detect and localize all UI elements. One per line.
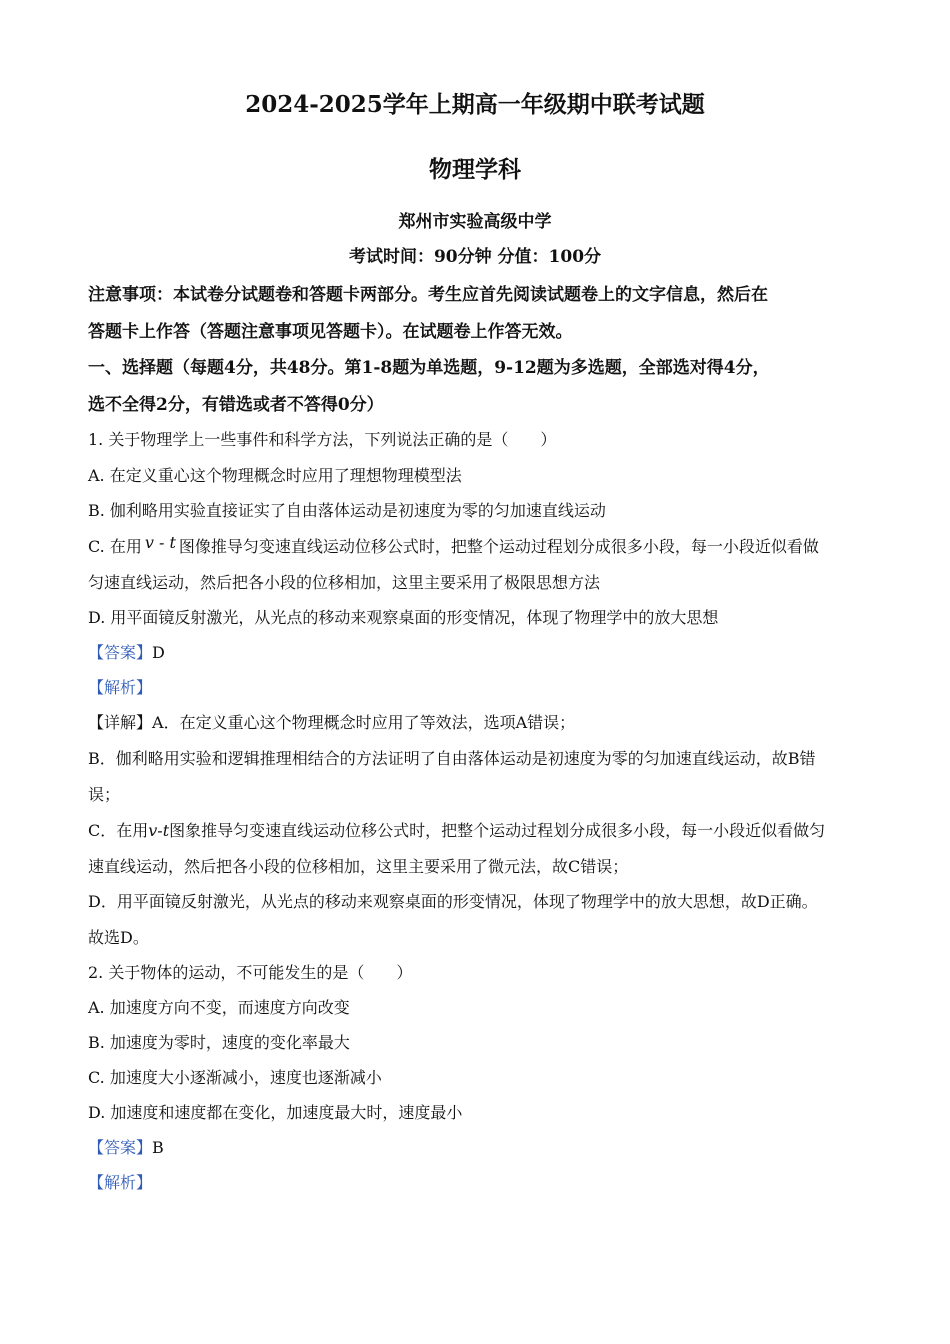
q2-option-a: A. 加速度方向不变，而速度方向改变 <box>88 998 350 1017</box>
subject-title: 物理学科 <box>429 156 521 183</box>
q1-answer <box>88 643 862 663</box>
q1-detail-a <box>88 713 862 733</box>
q1-option-c-prefix: C. 在用 <box>88 537 142 556</box>
q1-option-c-variable: v - t <box>144 533 176 552</box>
school-name: 郑州市实验高级中学 <box>398 212 552 232</box>
section-heading-line-2: 选不全得2分，有错选或者不答得0分） <box>88 395 384 415</box>
detail-c-prefix: C．在用 <box>88 821 149 840</box>
q2-option-b: B. 加速度为零时，速度的变化率最大 <box>88 1033 350 1052</box>
notice-line-1: 注意事项：本试卷分试题卷和答题卡两部分。考生应首先阅读试题卷上的文字信息，然后在 <box>88 285 768 305</box>
q2-stem: 2. 关于物体的运动，不可能发生的是（ ） <box>88 963 413 982</box>
q1-option-c-line-2: 匀速直线运动，然后把各小段的位移相加，这里主要采用了极限思想方法 <box>88 573 601 592</box>
q1-detail-b-line-2: 误； <box>88 785 121 804</box>
answer-value: B <box>152 1138 164 1157</box>
q1-conclusion: 故选D。 <box>88 928 149 947</box>
q1-detail-c-line-2: 速直线运动，然后把各小段的位移相加，这里主要采用了微元法，故C错误； <box>88 857 629 876</box>
exam-info: 考试时间：90分钟 分值：100分 <box>348 247 602 267</box>
q1-option-c-text: 图像推导匀变速直线运动位移公式时，把整个运动过程划分成很多小段，每一小段近似看做 <box>178 537 819 556</box>
q1-option-c-line-1 <box>88 533 862 557</box>
answer-tag: 【答案】 <box>88 643 153 662</box>
detail-tag: 【详解】 <box>88 713 153 732</box>
q1-option-d: D. 用平面镜反射激光，从光点的移动来观察桌面的形变情况，体现了物理学中的放大思想 <box>88 608 719 627</box>
section-heading-line-1: 一、选择题（每题4分，共48分。第1-8题为单选题，9-12题为多选题，全部选对得4分， <box>88 358 770 378</box>
q1-option-a: A. 在定义重心这个物理概念时应用了理想物理模型法 <box>88 466 462 485</box>
detail-c-variable: v-t <box>148 821 170 840</box>
q1-detail-c-line-1 <box>88 821 862 841</box>
q2-answer <box>88 1138 862 1158</box>
answer-tag: 【答案】 <box>88 1138 153 1157</box>
detail-c-text: 图象推导匀变速直线运动位移公式时，把整个运动过程划分成很多小段，每一小段近似看做匀 <box>169 821 826 840</box>
q1-analysis-tag: 【解析】 <box>88 678 153 697</box>
detail-a-text: A．在定义重心这个物理概念时应用了等效法，选项A错误； <box>152 713 576 732</box>
answer-value: D <box>152 643 165 662</box>
exam-title: 2024-2025学年上期高一年级期中联考试题 <box>245 91 705 118</box>
q2-option-d: D. 加速度和速度都在变化，加速度最大时，速度最小 <box>88 1103 463 1122</box>
q1-detail-d: D．用平面镜反射激光，从光点的移动来观察桌面的形变情况，体现了物理学中的放大思想，故D正确。 <box>88 892 818 911</box>
q2-option-c: C. 加速度大小逐渐减小，速度也逐渐减小 <box>88 1068 382 1087</box>
q1-detail-b-line-1: B．伽利略用实验和逻辑推理相结合的方法证明了自由落体运动是初速度为零的匀加速直线运动，故B错 <box>88 749 816 768</box>
q1-stem: 1. 关于物理学上一些事件和科学方法，下列说法正确的是（ ） <box>88 430 557 449</box>
q2-analysis-tag: 【解析】 <box>88 1173 153 1192</box>
q1-option-b: B. 伽利略用实验直接证实了自由落体运动是初速度为零的匀加速直线运动 <box>88 501 606 520</box>
notice-line-2: 答题卡上作答（答题注意事项见答题卡）。在试题卷上作答无效。 <box>88 322 573 342</box>
